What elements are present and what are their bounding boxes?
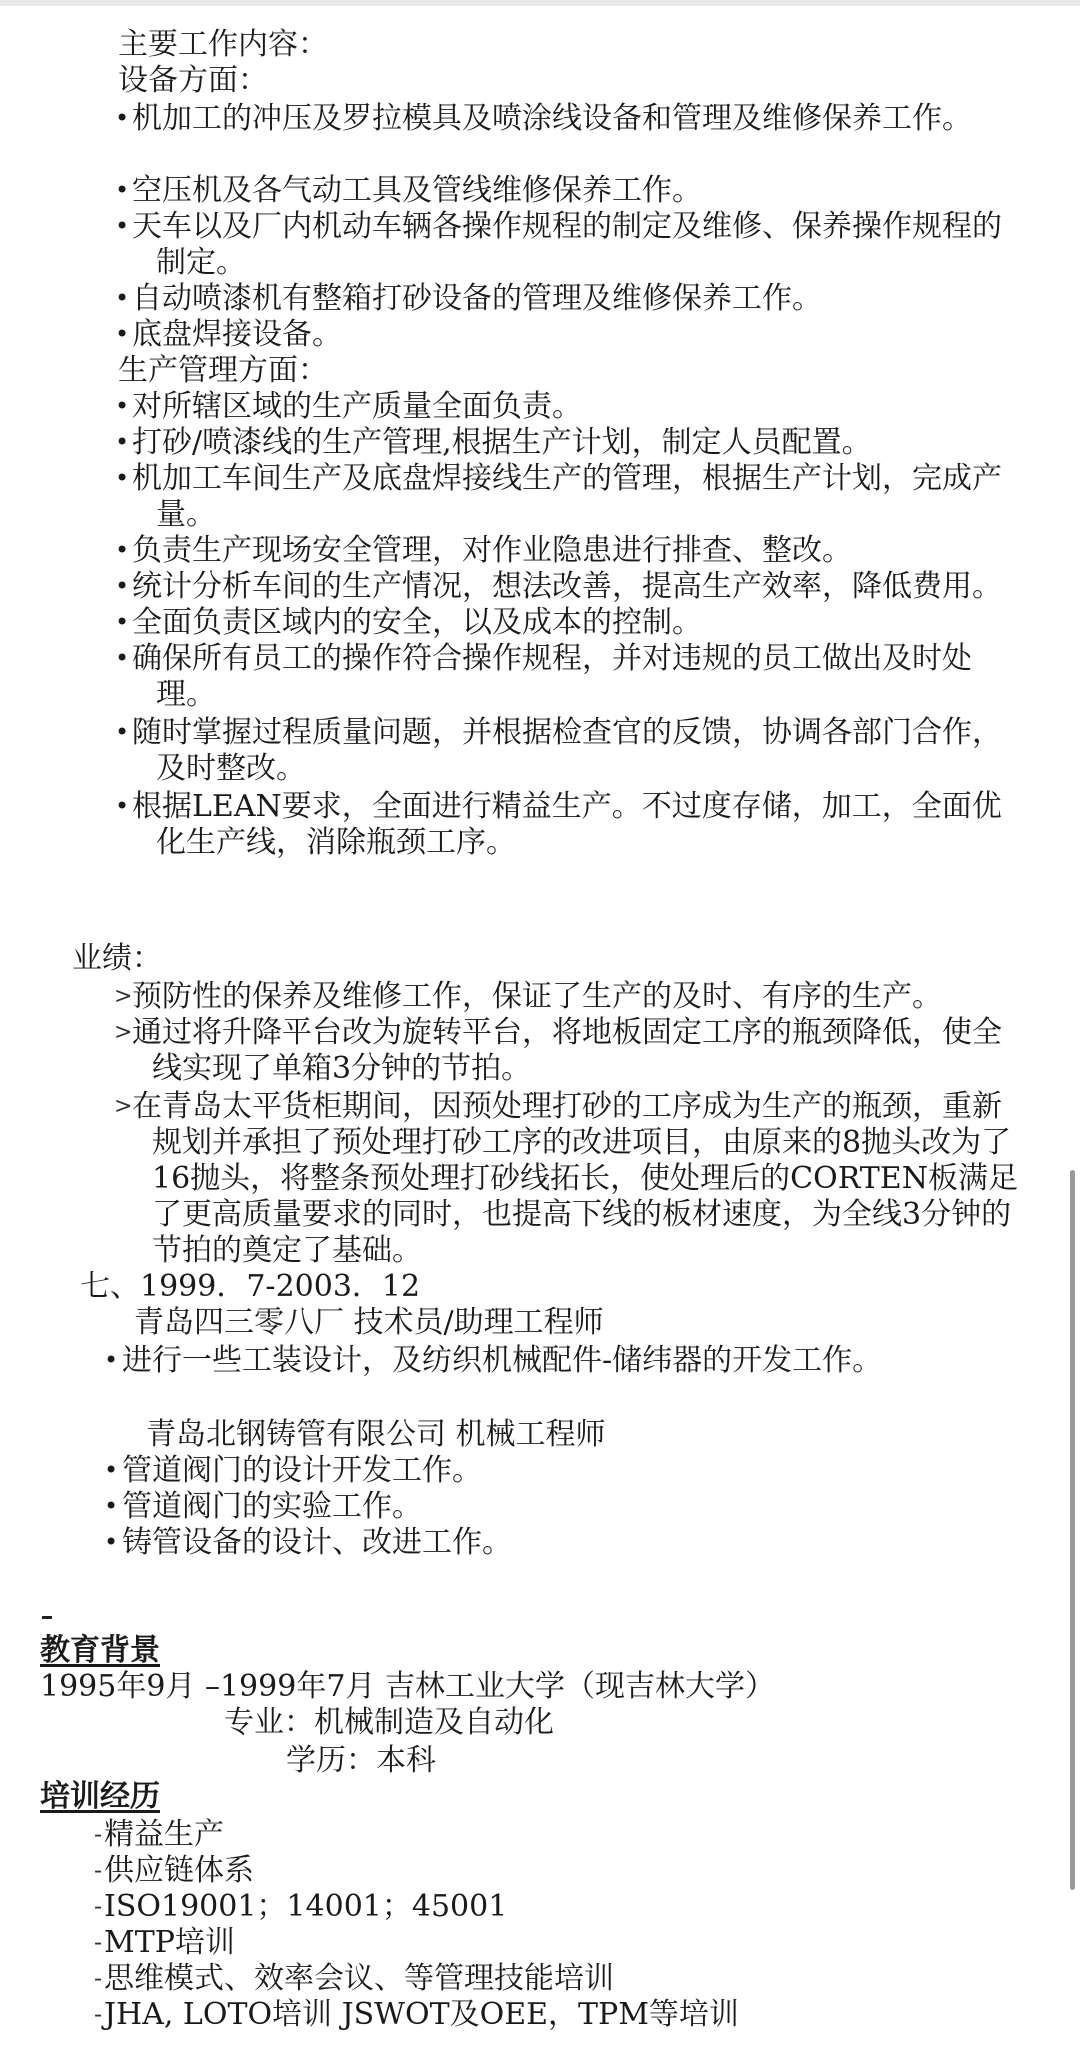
equipment-item: 底盘焊接设备。: [132, 317, 342, 352]
bullet-icon: •: [115, 464, 130, 492]
achievement-item-cont: 线实现了单箱3分钟的节拍。: [152, 1051, 532, 1086]
production-item: 机加工车间生产及底盘焊接线生产的管理，根据生产计划，完成产: [132, 461, 1002, 496]
period-seven-title: 七、1999．7-2003．12: [80, 1269, 421, 1304]
dash-bullet-icon: -: [94, 2000, 103, 2028]
vertical-scrollbar[interactable]: [1070, 1170, 1075, 1890]
achievement-item-cont: 16抛头，将整条预处理打砂线拓长，使处理后的CORTEN板满足: [152, 1161, 1018, 1196]
training-item: 供应链体系: [104, 1853, 254, 1888]
bullet-icon: •: [115, 212, 130, 240]
bullet-icon: •: [115, 392, 130, 420]
bullet-icon: •: [115, 792, 130, 820]
training-item: MTP培训: [104, 1925, 235, 1960]
company2-item: 管道阀门的实验工作。: [122, 1489, 422, 1524]
arrow-bullet-icon: >: [114, 1020, 133, 1045]
bullet-icon: •: [115, 608, 130, 636]
production-item: 负责生产现场安全管理，对作业隐患进行排查、整改。: [132, 533, 852, 568]
dash-bullet-icon: -: [94, 1820, 103, 1848]
education-major: 专业：机械制造及自动化: [224, 1705, 554, 1740]
education-period-school: 1995年9月 –1999年7月 吉林工业大学（现吉林大学）: [40, 1669, 775, 1704]
production-item-cont: 化生产线，消除瓶颈工序。: [156, 825, 516, 860]
training-heading: 培训经历: [40, 1779, 160, 1814]
arrow-bullet-icon: >: [114, 984, 133, 1009]
achievements-title: 业绩：: [72, 941, 162, 976]
bullet-icon: •: [115, 536, 130, 564]
bullet-icon: •: [104, 1492, 119, 1520]
dash-bullet-icon: -: [94, 1928, 103, 1956]
production-item: 对所辖区域的生产质量全面负责。: [132, 389, 582, 424]
bullet-icon: •: [115, 284, 130, 312]
production-item-cont: 及时整改。: [156, 751, 306, 786]
bullet-icon: •: [115, 644, 130, 672]
dash-bullet-icon: -: [94, 1856, 103, 1884]
bullet-icon: •: [104, 1346, 119, 1374]
bullet-icon: •: [115, 176, 130, 204]
achievement-item: 在青岛太平货柜期间，因预处理打砂的工序成为生产的瓶颈，重新: [132, 1089, 1002, 1124]
arrow-bullet-icon: >: [114, 1094, 133, 1119]
training-item: 精益生产: [104, 1817, 224, 1852]
achievement-item-cont: 了更高质量要求的同时，也提高下线的板材速度，为全线3分钟的: [152, 1197, 1012, 1232]
achievement-item: 通过将升降平台改为旋转平台，将地板固定工序的瓶颈降低，使全: [132, 1015, 1002, 1050]
bullet-icon: •: [115, 320, 130, 348]
training-item: 思维模式、效率会议、等管理技能培训: [104, 1961, 614, 1996]
production-item: 打砂/喷漆线的生产管理,根据生产计划，制定人员配置。: [132, 425, 872, 460]
company2-title: 青岛北钢铸管有限公司 机械工程师: [146, 1417, 606, 1452]
equipment-title: 设备方面：: [118, 63, 268, 98]
dash-bullet-icon: -: [94, 1964, 103, 1992]
production-item: 确保所有员工的操作符合操作规程，并对违规的员工做出及时处: [132, 641, 972, 676]
bullet-icon: •: [115, 428, 130, 456]
production-item: 根据LEAN要求，全面进行精益生产。不过度存储，加工，全面优: [132, 789, 1002, 824]
main-work-title: 主要工作内容：: [118, 27, 328, 62]
production-item: 全面负责区域内的安全，以及成本的控制。: [132, 605, 702, 640]
achievement-item-cont: 节拍的奠定了基础。: [152, 1233, 422, 1268]
bullet-icon: •: [115, 718, 130, 746]
bullet-icon: •: [115, 104, 130, 132]
company1-title: 青岛四三零八厂 技术员/助理工程师: [134, 1305, 604, 1340]
company2-item: 铸管设备的设计、改进工作。: [122, 1525, 512, 1560]
company2-item: 管道阀门的设计开发工作。: [122, 1453, 482, 1488]
dash-bullet-icon: -: [94, 1892, 103, 1920]
stray-mark: [42, 1616, 52, 1619]
equipment-item: 空压机及各气动工具及管线维修保养工作。: [132, 173, 702, 208]
bullet-icon: •: [104, 1528, 119, 1556]
bullet-icon: •: [115, 572, 130, 600]
production-item: 随时掌握过程质量问题，并根据检查官的反馈，协调各部门合作，: [132, 715, 1002, 750]
equipment-item: 机加工的冲压及罗拉模具及喷涂线设备和管理及维修保养工作。: [132, 101, 972, 136]
production-item-cont: 理。: [156, 677, 216, 712]
production-item: 统计分析车间的生产情况，想法改善，提高生产效率，降低费用。: [132, 569, 1002, 604]
production-item-cont: 量。: [156, 497, 216, 532]
equipment-item-cont: 制定。: [156, 245, 246, 280]
achievement-item-cont: 规划并承担了预处理打砂工序的改进项目，由原来的8抛头改为了: [152, 1125, 1012, 1160]
company1-item: 进行一些工装设计，及纺织机械配件-储纬器的开发工作。: [122, 1343, 883, 1378]
equipment-item: 天车以及厂内机动车辆各操作规程的制定及维修、保养操作规程的: [132, 209, 1002, 244]
production-title: 生产管理方面：: [118, 353, 328, 388]
education-degree: 学历：本科: [286, 1743, 436, 1778]
equipment-item: 自动喷漆机有整箱打砂设备的管理及维修保养工作。: [132, 281, 822, 316]
achievement-item: 预防性的保养及维修工作，保证了生产的及时、有序的生产。: [132, 979, 942, 1014]
training-item: ISO19001；14001；45001: [104, 1889, 508, 1924]
education-heading: 教育背景: [40, 1633, 160, 1668]
bullet-icon: •: [104, 1456, 119, 1484]
training-item: JHA, LOTO培训 JSWOT及OEE，TPM等培训: [104, 1997, 739, 2032]
